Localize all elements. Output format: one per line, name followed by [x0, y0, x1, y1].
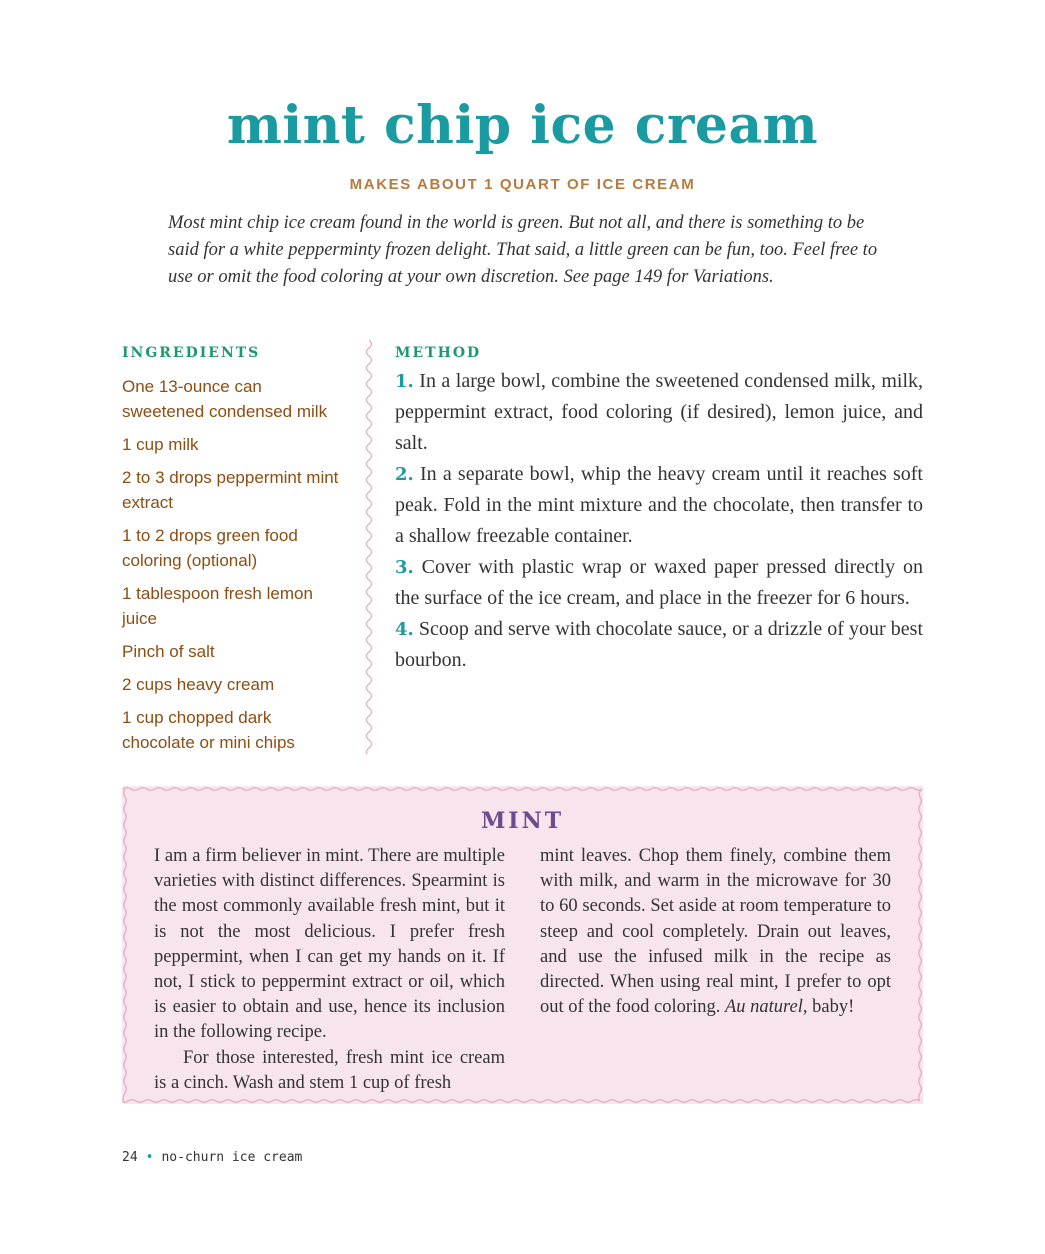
mint-sidebar: [122, 786, 923, 1104]
ingredient-item: 1 to 2 drops green food coloring (optional): [122, 526, 298, 570]
recipe-yield: MAKES ABOUT 1 QUART OF ICE CREAM: [349, 176, 696, 193]
step-number: 1.: [395, 371, 414, 392]
ingredient-item: 1 cup milk: [122, 435, 199, 454]
method-step: [395, 459, 923, 552]
page-number: 24: [122, 1150, 138, 1165]
sidebar-text: mint leaves. Chop them finely, combine them with milk, and warm in the microwave for 30 to 60 seconds. Set aside at room temperature to steep and cool completely. Drain out leaves, and use the infused milk in the recipe as directed. When using real mint, I prefer to opt out of the food coloring.: [540, 846, 891, 1018]
ingredients-heading: INGREDIENTS: [122, 345, 261, 361]
sidebar-paragraph: [540, 844, 891, 1020]
ingredient-item: 2 cups heavy cream: [122, 675, 275, 694]
sidebar-italic-text: Au naturel: [724, 997, 803, 1018]
sidebar-paragraph: I am a firm believer in mint. There are multiple varieties with distinct differences. Spearmint is the most commonly available fresh mint, but it is not the most delicious. I prefer fresh peppermint, when I can get my hands on it. If not, I stick to peppermint extract or oil, which is easier to obtain and use, hence its inclusion in the following recipe.: [154, 846, 505, 1043]
step-text: Cover with plastic wrap or waxed paper pressed directly on the surface of the ice cream, and place in the freezer for 6 hours.: [395, 556, 923, 609]
ingredients-list: [122, 374, 347, 763]
step-number: 3.: [395, 557, 414, 578]
step-text: In a large bowl, combine the sweetened condensed milk, milk, peppermint extract, food coloring (if desired), lemon juice, and salt.: [395, 370, 924, 454]
recipe-title: mint chip ice cream: [226, 95, 819, 156]
step-text: In a separate bowl, whip the heavy cream until it reaches soft peak. Fold in the mint mixture and the chocolate, then transfer to a shallow freezable container.: [395, 463, 923, 547]
step-text: Scoop and serve with chocolate sauce, or a drizzle of your best bourbon.: [395, 618, 923, 671]
ingredient-item: Pinch of salt: [122, 642, 215, 661]
step-number: 2.: [395, 464, 414, 485]
sidebar-text-end: , baby!: [802, 997, 855, 1018]
column-divider: [362, 340, 376, 754]
recipe-intro: Most mint chip ice cream found in the world is green. But not all, and there is something to be said for a white pepperminty frozen delight. That said, a little green can be fun, too. Feel free to use or omit the food coloring at your own discretion. See page 149 for Variations.: [168, 213, 878, 287]
book-title: no-churn ice cream: [161, 1150, 303, 1165]
sidebar-title: MINT: [480, 808, 565, 834]
sidebar-column-left: [154, 844, 505, 1096]
sidebar-column-right: [540, 844, 891, 1020]
method-steps: [395, 366, 923, 676]
ingredient-item: 1 tablespoon fresh lemon juice: [122, 584, 313, 628]
ingredient-item: 2 to 3 drops peppermint mint extract: [122, 468, 339, 512]
method-step: [395, 366, 923, 459]
bullet-separator: •: [145, 1150, 154, 1165]
sidebar-paragraph: For those interested, fresh mint ice cream is a cinch. Wash and stem 1 cup of fresh: [154, 1047, 505, 1093]
method-step: [395, 614, 923, 676]
method-heading: METHOD: [395, 345, 482, 361]
page-footer: [122, 1150, 302, 1165]
method-step: [395, 552, 923, 614]
step-number: 4.: [395, 619, 414, 640]
ingredient-item: 1 cup chopped dark chocolate or mini chips: [122, 708, 295, 752]
ingredient-item: One 13-ounce can sweetened condensed milk: [122, 377, 328, 421]
